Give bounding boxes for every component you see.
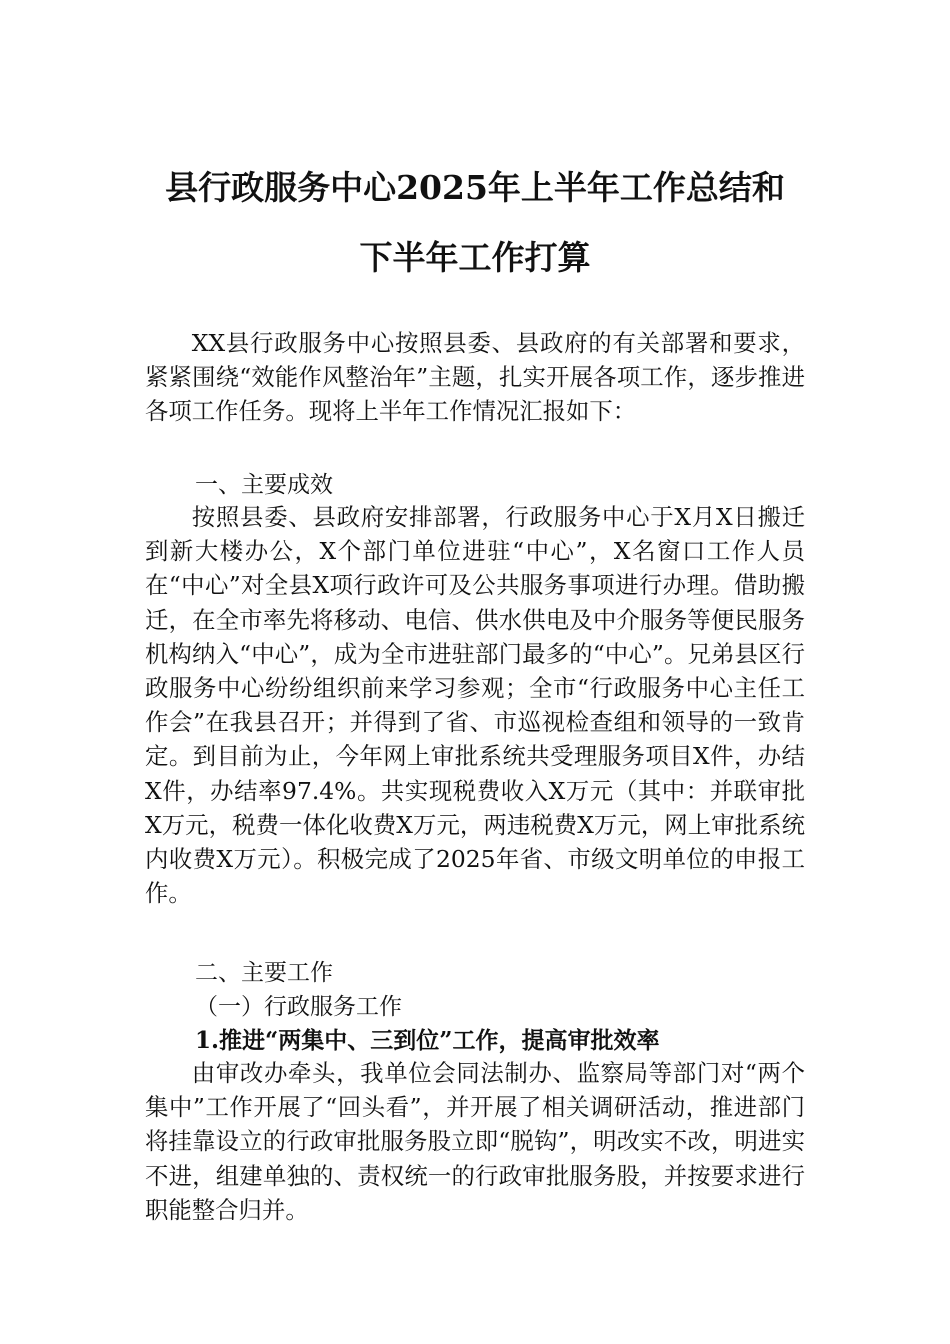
section-2-heading: 二、主要工作 [195,960,333,986]
document-title-line-2: 下半年工作打算 [359,238,591,277]
intro-block [145,326,805,429]
item-1-paragraph: 由审改办牵头，我单位会同法制办、监察局等部门对“两个集中”工作开展了“回头看”，并开展了相关调研活动，推进部门将挂靠设立的行政审批服务股立即“脱钩”，明改实不改，明进实不进，组建单独的、责权统一的行政审批服务股，并按要求进行职能整合归并。 [145,1059,805,1224]
section-1-heading: 一、主要成效 [195,472,333,498]
item-1-heading: 1.推进“两集中、三到位”工作，提高审批效率 [195,1027,660,1054]
section-1-block [145,500,805,910]
intro-paragraph: XX县行政服务中心按照县委、县政府的有关部署和要求，紧紧围绕“效能作风整治年”主题，扎实开展各项工作，逐步推进各项工作任务。现将上半年工作情况汇报如下： [145,329,805,426]
item-1-block [145,1056,805,1227]
document-title-line-1: 县行政服务中心2025年上半年工作总结和 [165,168,785,207]
subsection-1-heading: （一）行政服务工作 [195,994,402,1020]
section-1-paragraph: 按照县委、县政府安排部署，行政服务中心于X月X日搬迁到新大楼办公，X个部门单位进驻“中心”，X名窗口工作人员在“中心”对全县X项行政许可及公共服务事项进行办理。借助搬迁，在全市率先将移动、电信、供水供电及中介服务等便民服务机构纳入“中心”，成为全市进驻部门最多的“中心”。兄弟县区行政服务中心纷纷组织前来学习参观；全市“行政服务中心主任工作会”在我县召开；并得到了省、市巡视检查组和领导的一致肯定。到目前为止，今年网上审批系统共受理服务项目X件，办结X件，办结率97.4%。共实现税费收入X万元（其中：并联审批X万元，税费一体化收费X万元，两违税费X万元，网上审批系统内收费X万元）。积极完成了2025年省、市级文明单位的申报工作。 [145,503,805,908]
